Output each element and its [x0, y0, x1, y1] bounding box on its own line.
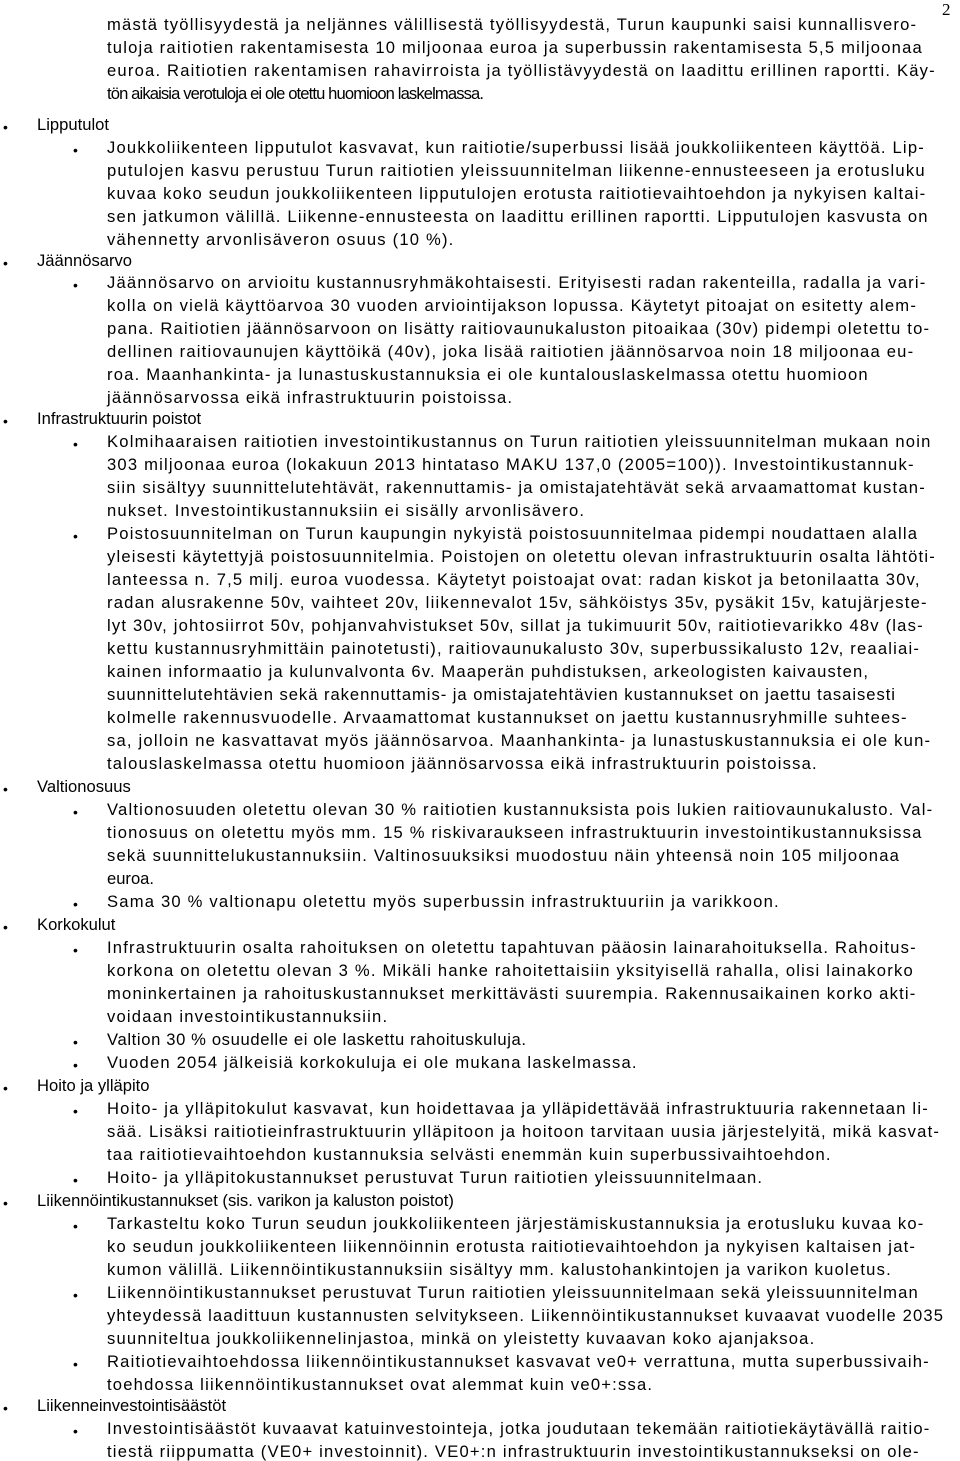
paragraph-line: moninkertainen ja rahoituskustannukset merkittävästi suurempia. Rakennusaikainen korko akti-	[107, 984, 917, 1003]
page-number: 2	[942, 0, 951, 19]
paragraph-line: kettu kustannusryhmittäin painotetusti), raitiovaunukalusto 30v, superbussikalusto 12v, reaaliai-	[107, 639, 921, 658]
section-heading: Valtionosuus	[37, 777, 131, 796]
paragraph-line: voidaan investointikustannuksiin.	[107, 1007, 389, 1026]
paragraph-line: Raitiotievaihtoehdossa liikennöintikustannukset kasvavat ve0+ verrattuna, mutta superbussivaih-	[107, 1352, 930, 1371]
paragraph-line: korkona on oletettu olevan 3 %. Mikäli hanke rahoitettaisiin yksityisellä rahalla, olisi lainakorko	[107, 961, 914, 980]
paragraph-line: kumon välillä. Liikennöintikustannuksiin sisältyy mm. kalustohankintojen ja varikon kuoletus.	[107, 1260, 892, 1279]
paragraph-line: tuloja raitiotien rakentamisesta 10 miljoonaa euroa ja superbussin rakentamisesta 5,5 miljoonaa	[107, 38, 923, 57]
paragraph-line: taa raitiotievaihtoehdon kustannuksia selvästi enemmän kuin superbussivaihtoehdon.	[107, 1145, 832, 1164]
paragraph-line: sää. Lisäksi raitiotieinfrastruktuurin ylläpitoon ja hoitoon tarvitaan uusia järjestelyitä, mikä kasvat-	[107, 1122, 941, 1141]
item-bullet: •	[73, 1057, 78, 1073]
item-bullet: •	[73, 142, 78, 158]
paragraph-line: nukset. Investointikustannuksiin ei sisälly arvonlisävero.	[107, 501, 586, 520]
paragraph-line: Tarkasteltu koko Turun seudun joukkoliikenteen järjestämiskustannuksia ja erotusluku kuvaa ko-	[107, 1214, 925, 1233]
paragraph-line: pana. Raitiotien jäännösarvoon on lisätty raitiovaunukaluston pitoaikaa (30v) pidempi oletettu to-	[107, 319, 931, 338]
paragraph-line: dellinen raitiovaunujen käyttöikä (40v), joka lisää raitiotien jäännösarvoa noin 18 miljoonaa eu-	[107, 342, 915, 361]
section-heading: Lipputulot	[37, 115, 109, 134]
section-bullet: •	[3, 781, 8, 797]
item-bullet: •	[73, 436, 78, 452]
section-heading: Liikenneinvestointisäästöt	[37, 1396, 227, 1415]
item-bullet: •	[73, 277, 78, 293]
paragraph-line: lanteessa n. 7,5 milj. euroa vuodessa. Käytetyt poistoajat ovat: radan kiskot ja betonilaatta 30v,	[107, 570, 921, 589]
section-bullet: •	[3, 1080, 8, 1096]
paragraph-line: tiestä riippumatta (VE0+ investoinnit). VE0+:n infrastruktuurin investointikustannukseksi on ole-	[107, 1442, 920, 1461]
paragraph-line: radan alusrakenne 50v, vaihteet 20v, liikennevalot 15v, sähköistys 35v, pysäkit 15v, katujärjeste-	[107, 593, 928, 612]
item-bullet: •	[73, 1423, 78, 1439]
paragraph-line: roa. Maanhankinta- ja lunastuskustannuksia ei ole kuntalouslaskelmassa otettu huomioon	[107, 365, 869, 384]
item-bullet: •	[73, 1356, 78, 1372]
paragraph-line: yhteydessä laadittuun kustannusten selvitykseen. Liikennöintikustannukset kuvaavat vuodelle 2035	[107, 1306, 945, 1325]
paragraph-line: sen jatkumon välillä. Liikenne-ennusteesta on laadittu erillinen raportti. Lipputulojen kasvusta on	[107, 207, 929, 226]
section-bullet: •	[3, 119, 8, 135]
item-bullet: •	[73, 896, 78, 912]
paragraph-line: ko seudun joukkoliikenteen liikennöinnin erotusta raitiotievaihtoehdon ja nykyisen kaltaisen jat-	[107, 1237, 917, 1256]
section-bullet: •	[3, 255, 8, 271]
paragraph-line: jäännösarvossa eikä infrastruktuurin poistoissa.	[107, 388, 514, 407]
paragraph-line: toehdossa liikennöintikustannukset ovat alemmat kuin ve0+:ssa.	[107, 1375, 654, 1394]
paragraph-line: Vuoden 2054 jälkeisiä korkokuluja ei ole mukana laskelmassa.	[107, 1053, 638, 1072]
paragraph-line: Hoito- ja ylläpitokulut kasvavat, kun hoidettavaa ja ylläpidettävää infrastruktuuria rakennetaan li-	[107, 1099, 929, 1118]
item-bullet: •	[73, 1172, 78, 1188]
paragraph-line: suunnittelutehtävien sekä rakennuttamis- ja omistajatehtävien kustannukset on jaettu tasaisesti	[107, 685, 896, 704]
paragraph-line: sekä suunnittelukustannuksiin. Valtinosuuksiksi muodostuu näin yhteensä noin 105 miljoonaa	[107, 846, 901, 865]
paragraph-line: Sama 30 % valtionapu oletettu myös superbussin infrastruktuuriin ja varikkoon.	[107, 892, 780, 911]
paragraph-line: mästä työllisyydestä ja neljännes välillisestä työllisyydestä, Turun kaupunki saisi kunnallisvero-	[107, 15, 918, 34]
paragraph-line: kainen informaatio ja kulunvalvonta 6v. Maaperän puhdistuksen, arkeologisten kaivausten,	[107, 662, 870, 681]
paragraph-line: Jäännösarvo on arvioitu kustannusryhmäkohtaisesti. Erityisesti radan rakenteilla, radalla ja vari-	[107, 273, 927, 292]
paragraph-line: euroa.	[107, 869, 154, 888]
paragraph-line: sa, jolloin ne kasvattavat myös jäännösarvoa. Maanhankinta- ja lunastuskustannuksia ei ole kun-	[107, 731, 932, 750]
section-bullet: •	[3, 1195, 8, 1211]
paragraph-line: Valtion 30 % osuudelle ei ole laskettu rahoituskuluja.	[107, 1030, 527, 1049]
paragraph-line: putulojen kasvu perustuu Turun raitiotien yleissuunnitelman liikenne-ennusteeseen ja erotusluku	[107, 161, 926, 180]
paragraph-line: yleisesti käytettyjä poistosuunnitelmia. Poistojen on oletettu olevan infrastruktuurin osalta lähtöti-	[107, 547, 936, 566]
item-bullet: •	[73, 1034, 78, 1050]
paragraph-line: kuvaa koko seudun joukkoliikenteen lipputulojen erotusta raitiotievaihtoehdon ja nykyisen kaltai-	[107, 184, 927, 203]
item-bullet: •	[73, 1287, 78, 1303]
section-heading: Liikennöintikustannukset (sis. varikon ja kaluston poistot)	[37, 1191, 454, 1210]
paragraph-line: suunniteltua joukkoliikennelinjastoa, minkä on yleistetty kuvaavan koko ajanjaksoa.	[107, 1329, 816, 1348]
section-bullet: •	[3, 413, 8, 429]
paragraph-line: talouslaskelmassa otettu huomioon jäännösarvossa eikä infrastruktuurin poistoissa.	[107, 754, 818, 773]
section-bullet: •	[3, 919, 8, 935]
paragraph-line: euroa. Raitiotien rakentamisen rahavirroista ja työllistävyydestä on laadittu erillinen raportti. Käy-	[107, 61, 936, 80]
paragraph-line: Valtionosuuden oletettu olevan 30 % raitiotien kustannuksista pois lukien raitiovaunukalusto. Val-	[107, 800, 934, 819]
paragraph-line: siin sisältyy suunnittelutehtävät, rakennuttamis- ja omistajatehtävät sekä arvaamattomat kustan-	[107, 478, 926, 497]
item-bullet: •	[73, 528, 78, 544]
paragraph-line: Investointisäästöt kuvaavat katuinvestointeja, jotka joudutaan tekemään raitiotiekäytävällä raitio-	[107, 1419, 931, 1438]
paragraph-line: vähennetty arvonlisäveron osuus (10 %).	[107, 230, 455, 249]
paragraph-line: Kolmihaaraisen raitiotien investointikustannus on Turun raitiotien yleissuunnitelman mukaan noin	[107, 432, 932, 451]
section-bullet: •	[3, 1400, 8, 1416]
paragraph-line: Liikennöintikustannukset perustuvat Turun raitiotien yleissuunnitelmaan sekä yleissuunnitelman	[107, 1283, 919, 1302]
paragraph-line: Poistosuunnitelman on Turun kaupungin nykyistä poistosuunnitelmaa pidempi noudattaen alalla	[107, 524, 919, 543]
item-bullet: •	[73, 942, 78, 958]
paragraph-line: lyt 30v, johtosiirrot 50v, pohjanvahvistukset 50v, sillat ja tukimuurit 50v, raitiotievarikko 48v (las-	[107, 616, 924, 635]
section-heading: Korkokulut	[37, 915, 116, 934]
item-bullet: •	[73, 1103, 78, 1119]
section-heading: Hoito ja ylläpito	[37, 1076, 150, 1095]
item-bullet: •	[73, 1218, 78, 1234]
section-heading: Infrastruktuurin poistot	[37, 409, 202, 428]
paragraph-line: Infrastruktuurin osalta rahoituksen on oletettu tapahtuvan pääosin lainarahoituksella. Rahoitus-	[107, 938, 917, 957]
paragraph-line: kolla on vielä käyttöarvoa 30 vuoden arviointijakson lopussa. Käytetyt pitoajat on esitetty alem-	[107, 296, 918, 315]
paragraph-line: kolmelle rakennusvuodelle. Arvaamattomat kustannukset on jaettu kustannusryhmille suhtees-	[107, 708, 908, 727]
paragraph-line: 303 miljoonaa euroa (lokakuun 2013 hintataso MAKU 137,0 (2005=100)). Investointikustannuk-	[107, 455, 915, 474]
paragraph-line: tön aikaisia verotuloja ei ole otettu huomioon laskelmassa.	[107, 84, 484, 103]
paragraph-line: Joukkoliikenteen lipputulot kasvavat, kun raitiotie/superbussi lisää joukkoliikenteen käyttöä. Lip-	[107, 138, 925, 157]
paragraph-line: tionosuus on oletettu myös mm. 15 % riskivaraukseen infrastruktuurin investointikustannuksissa	[107, 823, 923, 842]
section-heading: Jäännösarvo	[37, 251, 133, 270]
paragraph-line: Hoito- ja ylläpitokustannukset perustuvat Turun raitiotien yleissuunnitelmaan.	[107, 1168, 764, 1187]
item-bullet: •	[73, 804, 78, 820]
